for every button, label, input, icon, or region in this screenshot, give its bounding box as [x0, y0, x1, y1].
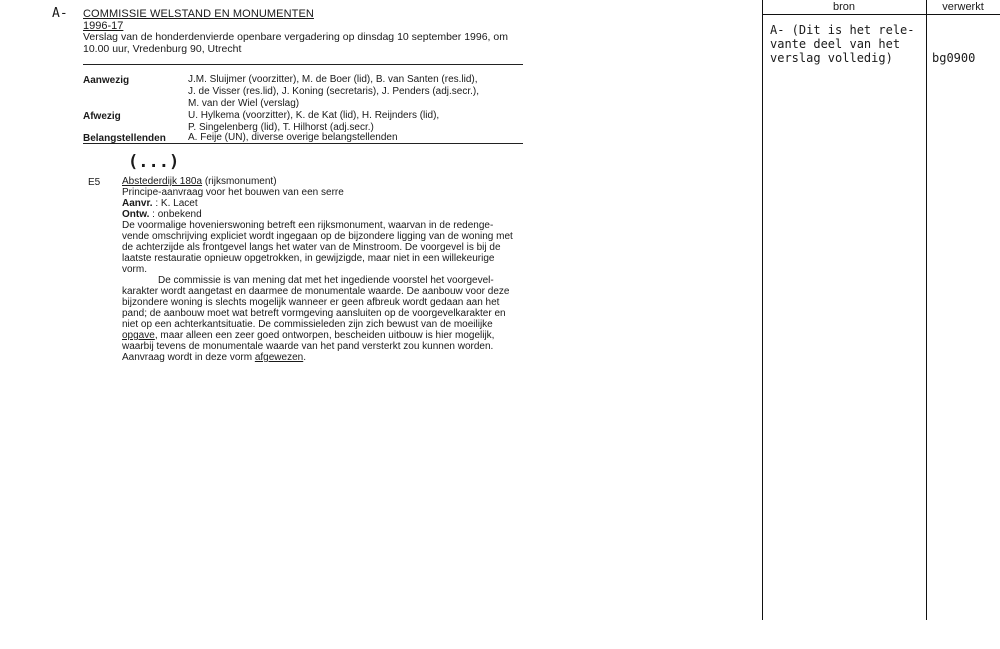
column-header-bron: bron	[832, 1, 856, 13]
designer-label: Ontw.	[122, 209, 150, 220]
source-note-line: A- (Dit is het rele-	[770, 23, 915, 37]
item-code: E5	[88, 177, 101, 188]
present-line-1: J.M. Sluijmer (voorzitter), M. de Boer (lid), B. van Santen (res.lid),	[188, 74, 478, 85]
column-header-verwerkt: verwerkt	[942, 1, 984, 13]
designer-value: : onbekend	[149, 209, 202, 220]
divider-bottom	[83, 143, 523, 144]
paragraph2-line: niet op een achterkantsituatie. De commissieleden zijn zich bewust van de moeilijke	[122, 319, 493, 330]
item-subject: Principe-aanvraag voor het bouwen van een serre	[122, 187, 344, 198]
present-label: Aanwezig	[83, 75, 130, 86]
section-marker: A-	[52, 6, 68, 21]
item-address-note: (rijksmonument)	[202, 176, 277, 187]
paragraph1-line: laatste restauratie opnieuw opgetrokken, in gewijzigde, maar niet in een willekeurige	[122, 253, 495, 264]
paragraph2-line: karakter wordt aangetast en daarmee de monumentale waarde. De aanbouw voor deze	[122, 286, 510, 297]
processed-code: bg0900	[932, 51, 976, 65]
item-designer	[122, 209, 202, 220]
applicant-value: : K. Lacet	[152, 198, 198, 209]
document-title: COMMISSIE WELSTAND EN MONUMENTEN	[83, 8, 314, 20]
paragraph2-line: bijzondere woning is slechts mogelijk wanneer er geen afbreuk wordt gedaan aan het	[122, 297, 500, 308]
divider-top	[83, 64, 523, 65]
present-line-3: M. van der Wiel (verslag)	[188, 98, 300, 109]
paragraph1-line: vorm.	[122, 264, 147, 275]
omission-ellipsis: (...)	[128, 152, 180, 172]
document-number: 1996-17	[83, 20, 124, 32]
item-heading	[122, 176, 277, 187]
paragraph2-line: De commissie is van mening dat met het ingediende voorstel het voorgevel-	[158, 275, 494, 286]
paragraph2-line: opgave, maar alleen een zeer goed ontworpen, bescheiden uitbouw is hier mogelijk,	[122, 330, 495, 341]
decision-word: afgewezen	[254, 352, 304, 363]
source-note-line: vante deel van het	[770, 37, 901, 51]
table-header-rule	[762, 14, 1000, 15]
stakeholders-line: A. Feije (UN), diverse overige belangstellenden	[188, 132, 398, 143]
item-address: Abstederdijk 180a	[122, 176, 203, 187]
source-note-line: verslag volledig)	[770, 51, 893, 65]
decision-line: Aanvraag wordt in deze vorm afgewezen.	[122, 352, 306, 363]
absent-line-1: U. Hylkema (voorzitter), K. de Kat (lid), H. Reijnders (lid),	[188, 110, 440, 121]
paragraph2-line: waarbij tevens de monumentale waarde van het pand versterkt zou kunnen worden.	[122, 341, 494, 352]
present-line-2: J. de Visser (res.lid), J. Koning (secretaris), J. Penders (adj.secr.),	[188, 86, 480, 97]
paragraph1-line: De voormalige hovenierswoning betreft een rijksmonument, waarvan in de redenge-	[122, 220, 494, 231]
meeting-line-2: 10.00 uur, Vredenburg 90, Utrecht	[83, 43, 242, 55]
paragraph2-line: pand; de aanbouw moet wat betreft vormgeving aansluiten op de voorgevelkarakter en	[122, 308, 506, 319]
underlined-word: opgave	[122, 330, 155, 341]
paragraph1-line: de achterzijde als frontgevel langs het water van de Minstroom. De voorgevel is bij de	[122, 242, 501, 253]
table-column-divider-right	[926, 0, 927, 620]
applicant-label: Aanvr.	[122, 198, 153, 209]
table-column-divider-left	[762, 0, 763, 620]
absent-label: Afwezig	[83, 111, 121, 122]
stakeholders-label: Belangstellenden	[83, 133, 166, 144]
meeting-line-1: Verslag van de honderdenvierde openbare vergadering op dinsdag 10 september 1996, om	[83, 31, 508, 43]
item-applicant	[122, 198, 198, 209]
paragraph1-line: vende omschrijving expliciet wordt ingegaan op de bijzondere ligging van de woning met	[122, 231, 513, 242]
absent-line-2: P. Singelenberg (lid), T. Hilhorst (adj.secr.)	[188, 122, 374, 133]
